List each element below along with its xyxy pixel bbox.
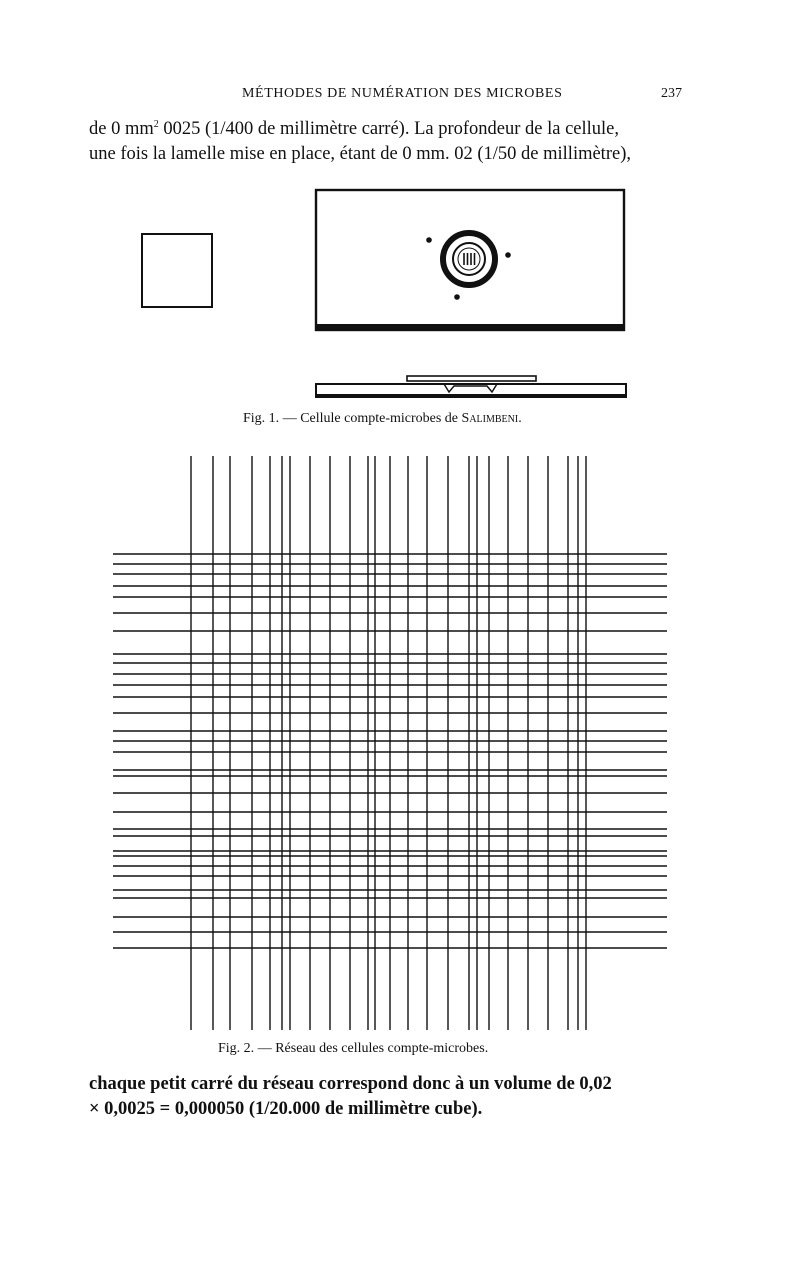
running-title: MÉTHODES DE NUMÉRATION DES MICROBES [242,86,563,101]
author-name: Salimbeni. [461,411,522,426]
page-number: 237 [661,86,682,101]
figure-1-label: Fig. 1. [243,411,280,426]
paragraph-top-line-1: de 0 $mm^2$ 0025 (1/400 de millimètre carré). La profondeur de la cellule, [89,118,620,139]
figure-2-caption: Fig. 2. — Réseau des cellules compte-microbes. [218,1041,489,1056]
paragraph-bottom-line-1: chaque petit carré du réseau correspond donc à un volume de 0,02 [89,1074,612,1094]
paragraph-top-line-2: une fois la lamelle mise en place, étant de 0 mm. 02 (1/50 de millimètre), [89,144,631,164]
paragraph-bottom [89,1072,689,1122]
paragraph-bottom-line-2: × 0,0025 = 0,000050 (1/20.000 de millimètre cube). [89,1099,483,1119]
superscript-2: 2 [153,118,159,130]
figure-1-caption: Fig. 1. — Cellule compte-microbes de Salimbeni. [243,411,522,426]
figure-2-label: Fig. 2. [218,1041,255,1056]
